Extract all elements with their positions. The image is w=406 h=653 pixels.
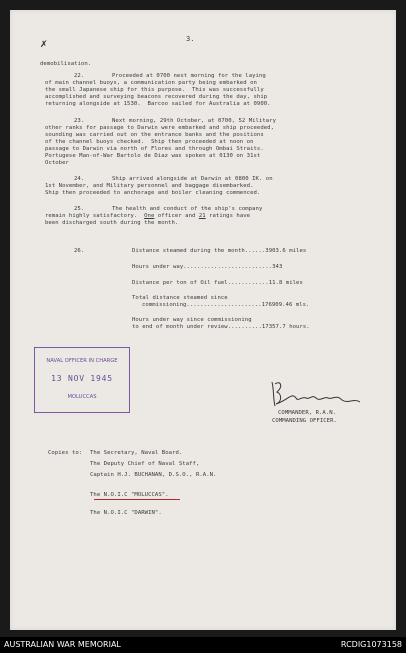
para-23-line: passage to Darwin via north of Flores and through Ombai Straits. (45, 146, 264, 152)
para-25-number: 25. (74, 206, 85, 212)
stamp-date: 13 NOV 1945 (51, 374, 113, 383)
copies-line: The Deputy Chief of Naval Staff, (90, 461, 200, 467)
para-23-line: sounding was carried out on the entrance banks and the positions (45, 132, 264, 138)
para-22-line: Proceeded at 0700 next morning for the laying (112, 73, 266, 79)
signature-rank: COMMANDER, R.A.N. (278, 410, 337, 416)
para-24-line: Ship arrived alongside at Darwin at 0800 IK. on (112, 176, 273, 182)
handwritten-mark: ✗ (40, 40, 48, 50)
para-24-number: 24. (74, 176, 85, 182)
stat-total-distance: Total distance steamed since (132, 295, 228, 301)
officer-count: One (144, 213, 155, 219)
red-underline (94, 499, 180, 500)
para-25-line: The health and conduct of the ship's company (112, 206, 263, 212)
signature-title: COMMANDING OFFICER. (272, 418, 337, 424)
naval-officer-stamp (34, 347, 130, 413)
page-number: 3. (186, 35, 195, 43)
copies-line-darwin: The N.O.I.C "DARWIN". (90, 510, 162, 516)
para-22-line: of main channel buoys, a communication party being embarked on (45, 80, 257, 86)
para-23-number: 23. (74, 118, 85, 124)
para-23-line: of the channel buoys checked. Ship then proceeded at noon on (45, 139, 254, 145)
para-22-number: 22. (74, 73, 85, 79)
para-26-number: 26. (74, 248, 85, 254)
copies-line: Captain H.J. BUCHANAN, D.S.O., R.A.N. (90, 472, 217, 478)
copies-line-moluccas: The N.O.I.C "MOLUCCAS". (90, 492, 169, 498)
stat-hours-under-way: Hours under way..........................343 (132, 264, 283, 270)
stat-total-distance: commissioning......................176909.46 mls. (142, 302, 310, 308)
para-23-line: Next morning, 29th October, at 0700, 52 Military (112, 118, 277, 124)
copies-line: The Secretary, Naval Board. (90, 450, 183, 456)
para-25-text: remain highly satisfactory. (45, 213, 145, 219)
para-23-line: Portugese Man-of-War Bartolo de Diaz was spoken at 0130 on 31st (45, 153, 261, 159)
heading-text: demobilisation. (40, 61, 92, 67)
copies-label: Copies to: (48, 450, 83, 456)
para-23-line: other ranks for passage to Darwin were embarked and ship proceeded, (45, 125, 274, 131)
para-24-line: 1st November, and Military personnel and baggage disembarked. (45, 183, 254, 189)
ratings-count: 21 (198, 213, 206, 219)
footer-record-id: RCDIG1073158 (340, 640, 402, 649)
para-24-line: Ship then proceeded to anchorage and boiler cleaning commenced. (45, 190, 261, 196)
para-23-line: October (45, 160, 69, 166)
para-25-text: officer and (154, 213, 199, 219)
para-22-line: the small Japanese ship for this purpose. This was successfully (45, 87, 264, 93)
archive-footer (0, 637, 406, 653)
stamp-title: NAVAL OFFICER IN CHARGE (46, 358, 118, 364)
footer-source: AUSTRALIAN WAR MEMORIAL (4, 640, 121, 649)
para-22-line: accomplished and surveying beacons recovered during the day, ship (45, 94, 268, 100)
para-22-line: returning alongside at 1530. Barcoo sailed for Australia at 0900. (45, 101, 271, 107)
stamp-location: MOLUCCAS (67, 394, 97, 400)
para-25-line (45, 213, 250, 220)
stat-distance-steamed: Distance steamed during the month......3903.6 miles (132, 248, 307, 254)
stat-hours-since-commissioning: to end of month under review..........17357.7 hours. (132, 324, 310, 330)
para-25-line: been discharged south during the month. (45, 220, 179, 226)
para-25-text: ratings have (205, 213, 251, 219)
stat-distance-per-ton: Distance per ton of Oil fuel............11.8 miles (132, 280, 303, 286)
document-page (10, 10, 396, 630)
stat-hours-since-commissioning: Hours under way since commissioning (132, 317, 252, 323)
